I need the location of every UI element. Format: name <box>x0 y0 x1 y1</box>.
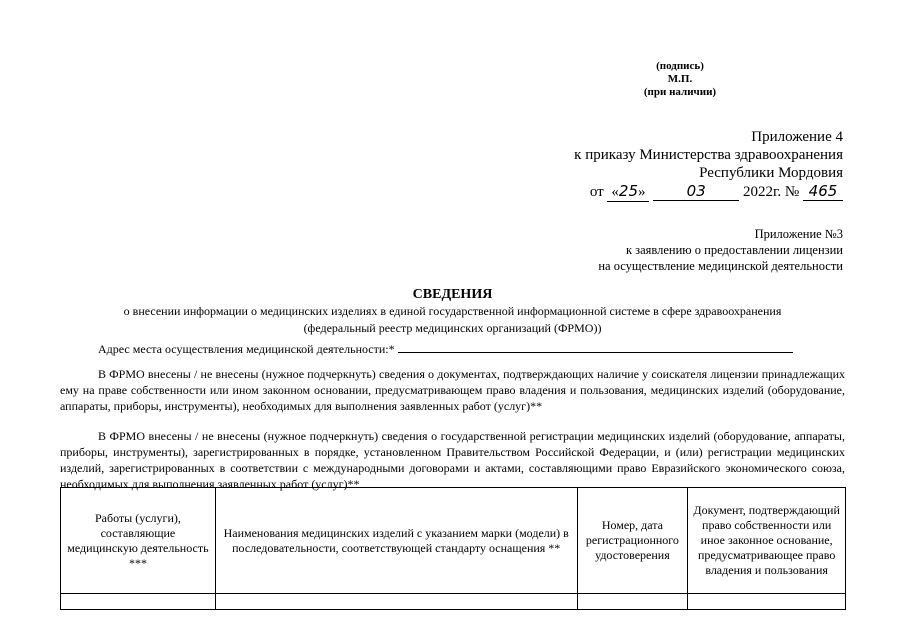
order-year: 2022г. № <box>742 184 800 200</box>
table-cell[interactable] <box>61 594 216 610</box>
order-line1: Приложение 4 <box>751 129 843 145</box>
page-title: СВЕДЕНИЯ <box>412 287 493 302</box>
title-sub2: (федеральный реестр медицинских организаций (ФРМО)) <box>303 321 602 335</box>
app-line1: Приложение №3 <box>754 227 843 241</box>
address-field[interactable] <box>398 340 793 353</box>
order-number: 465 <box>803 182 843 201</box>
order-header <box>500 128 843 202</box>
order-date-line: от «25» 03 2022г. № 465 <box>500 182 843 202</box>
address-row <box>98 340 818 357</box>
order-line3: Республики Мордовия <box>699 165 843 181</box>
order-line2: к приказу Министерства здравоохранения <box>574 147 843 163</box>
devices-table <box>60 487 846 610</box>
stamp-note: (при наличии) <box>643 86 717 98</box>
table-cell[interactable] <box>688 594 846 610</box>
header-device-names: Наименования медицинских изделий с указанием марки (модели) в последовательности, соответствующей стандарту оснащения ** <box>215 488 577 594</box>
address-label: Адрес места осуществления медицинской деятельности:* <box>98 342 395 356</box>
title-sub1: о внесении информации о медицинских изделиях в единой государственной информационной системе в сфере здравоохранения <box>123 304 782 318</box>
table-cell[interactable] <box>577 594 688 610</box>
table-row <box>61 594 846 610</box>
table-cell[interactable] <box>215 594 577 610</box>
header-works: Работы (услуги), составляющие медицинскую деятельность *** <box>61 488 216 594</box>
header-registration: Номер, дата регистрационного удостоверения <box>577 488 688 594</box>
order-month: 03 <box>653 182 739 201</box>
paragraph-2: В ФРМО внесены / не внесены (нужное подчеркнуть) сведения о государственной регистрации медицинских изделий (оборудование, аппараты, приборы, инструменты), зарегистрированных в порядке, установленном Правительством Российской Федерации, и (или) регистрации медицинских изделий, зарегистрированных в соответствии с международными договорами и актами, составляющими право Евразийского экономического союза, необходимых для выполнения заявленных работ (услуг)** <box>60 429 845 491</box>
application-header <box>480 226 843 274</box>
signature-label: (подпись) <box>656 60 704 72</box>
order-day: 25 <box>618 182 639 200</box>
app-line2: к заявлению о предоставлении лицензии <box>625 243 843 257</box>
table-header-row <box>61 488 846 594</box>
header-ownership-doc: Документ, подтверждающий право собственности или иное законное основание, предусматривающее право владения и пользования <box>688 488 846 594</box>
app-line3: на осуществление медицинской деятельности <box>598 259 843 273</box>
paragraph-1: В ФРМО внесены / не внесены (нужное подчеркнуть) сведения о документах, подтверждающих наличие у соискателя лицензии принадлежащих ему на праве собственности или ином законном основании, предусматривающем право владения и пользования, медицинских изделий (оборудование, аппараты, приборы, инструменты), необходимых для выполнения заявленных работ (услуг)** <box>60 367 845 413</box>
stamp-label: М.П. <box>667 73 693 85</box>
